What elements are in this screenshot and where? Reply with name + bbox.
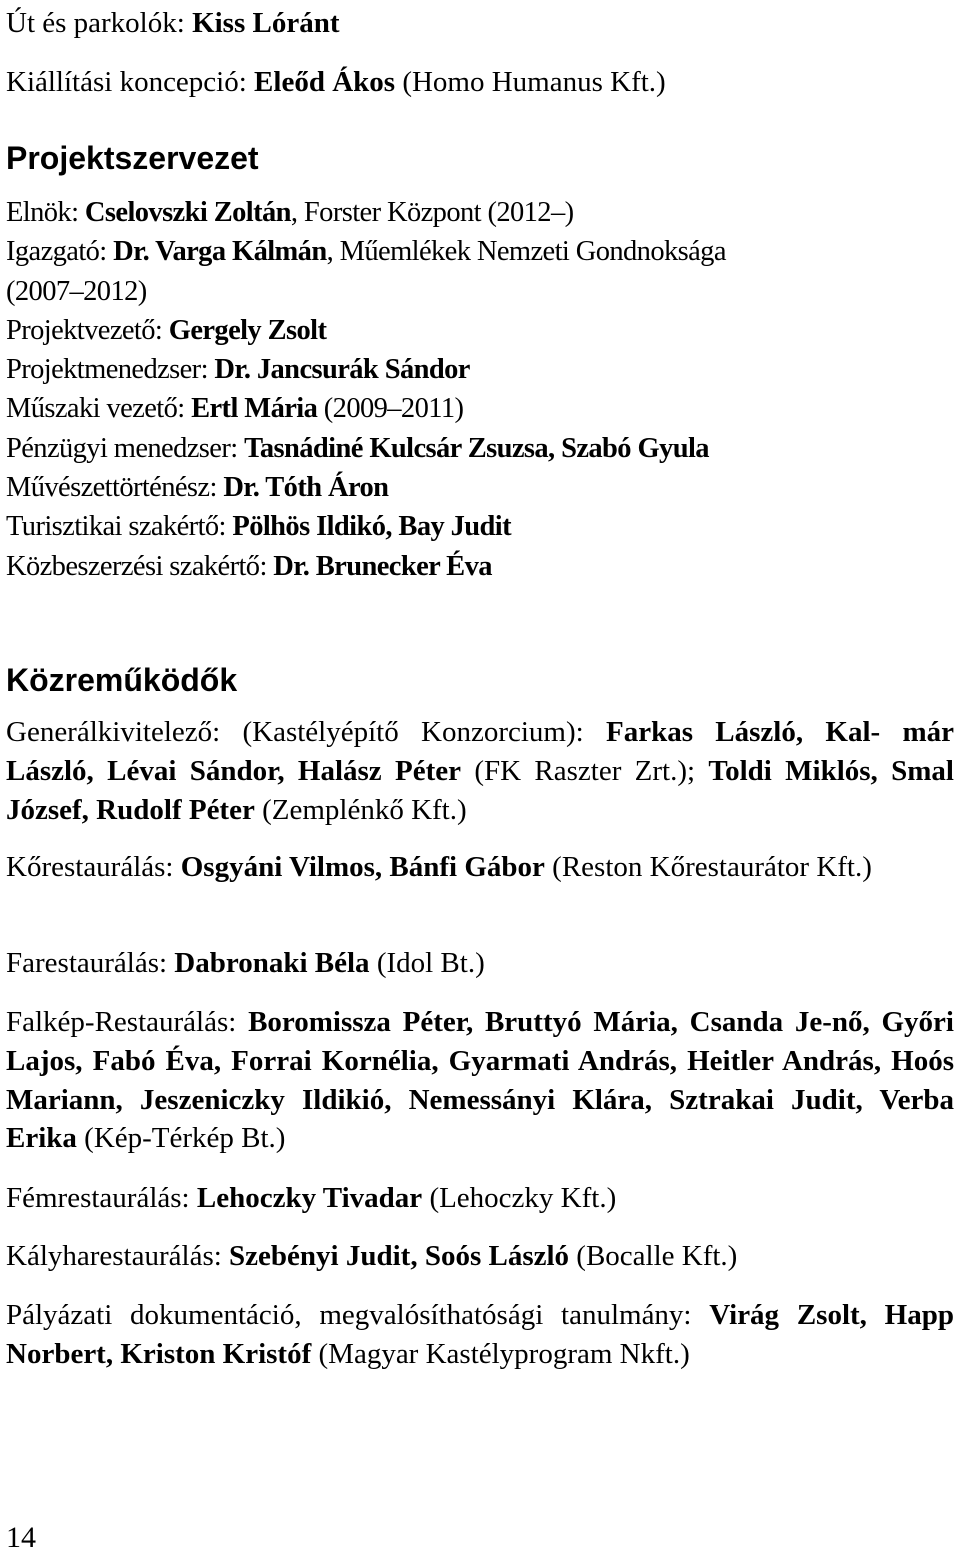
credit-line-concept: Kiállítási koncepció: Eleőd Ákos (Homo Humanus Kft.) xyxy=(6,66,666,98)
org-line: Elnök: Cselovszki Zoltán, Forster Központ (2012–) xyxy=(6,197,574,228)
org-line: (2007–2012) xyxy=(6,275,147,307)
contributor-paragraph-documentation: Pályázati dokumentáció, megvalósíthatósági tanulmány: Virág Zsolt, Happ Norbert, Kriston Kristóf (Magyar Kastélyprogram Nkft.) xyxy=(6,1299,954,1370)
project-organization-list xyxy=(6,193,954,586)
contributor-paragraph-metal: Fémrestaurálás: Lehoczky Tivadar (Lehoczky Kft.) xyxy=(6,1182,617,1214)
org-line: Igazgató: Dr. Varga Kálmán, Műemlékek Nemzeti Gondnoksága xyxy=(6,236,726,268)
org-line: Projektvezető: Gergely Zsolt xyxy=(6,314,327,346)
org-line: Projektmenedzser: Dr. Jancsurák Sándor xyxy=(6,354,470,386)
org-line: Turisztikai szakértő: Pölhös Ildikó, Bay Judit xyxy=(6,511,512,543)
org-line: Közbeszerzési szakértő: Dr. Brunecker Éva xyxy=(6,550,492,582)
contributor-paragraph-stove: Kályharestaurálás: Szebényi Judit, Soós László (Bocalle Kft.) xyxy=(6,1240,738,1272)
org-line: Műszaki vezető: Ertl Mária (2009–2011) xyxy=(6,393,464,425)
org-line: Pénzügyi menedzser: Tasnádiné Kulcsár Zsuzsa, Szabó Gyula xyxy=(6,432,709,464)
contributor-paragraph-wood: Farestaurálás: Dabronaki Béla (Idol Bt.) xyxy=(6,947,485,979)
page-number: 14 xyxy=(6,1521,36,1554)
contributor-paragraph-general: Generálkivitelező: (Kastélyépítő Konzorcium): Farkas László, Kal- már László, Lévai Sándor, Halász Péter (FK Raszter Zrt.); Toldi Miklós, Smal József, Rudolf Péter (Zemplénkő Kft.) xyxy=(6,716,955,826)
credit-line-roads: Út és parkolók: Kiss Lóránt xyxy=(6,7,340,39)
section-heading-projektszervezet: Projektszervezet xyxy=(6,140,259,176)
org-line: Művészettörténész: Dr. Tóth Áron xyxy=(6,472,389,504)
contributor-paragraph-stone: Kőrestaurálás: Osgyáni Vilmos, Bánfi Gábor (Reston Kőrestaurátor Kft.) xyxy=(6,851,872,883)
section-heading-kozremukodok: Közreműködők xyxy=(6,662,238,698)
contributor-paragraph-mural: Falkép-Restaurálás: Boromissza Péter, Bruttyó Mária, Csanda Je-nő, Győri Lajos, Fabó Éva, Forrai Kornélia, Gyarmati András, Heitler András, Hoós Mariann, Jeszeniczky Ildikió, Nemessányi Klára, Sztrakai Judit, Verba Erika (Kép-Térkép Bt.) xyxy=(6,1006,954,1155)
